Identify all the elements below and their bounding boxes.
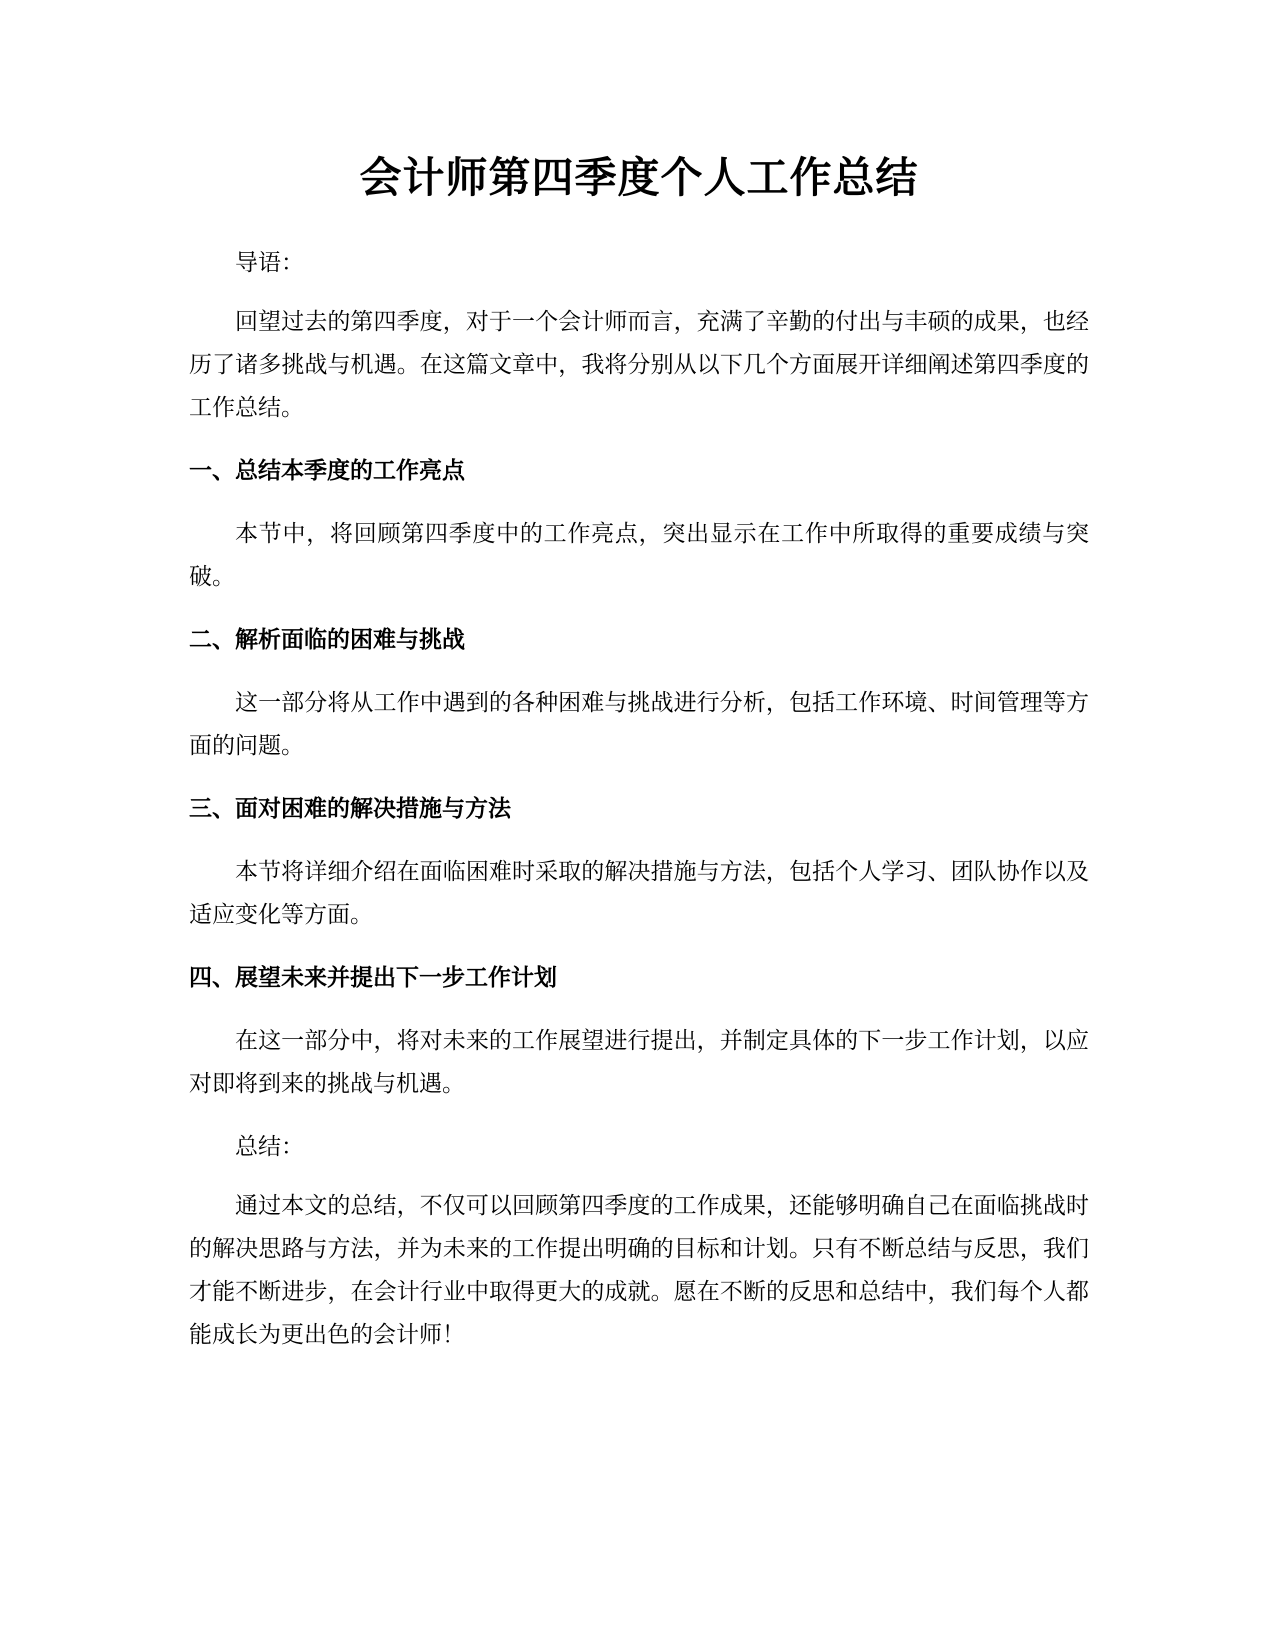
document-content xyxy=(189,148,1089,1357)
section-body-3: 本节将详细介绍在面临困难时采取的解决措施与方法，包括个人学习、团队协作以及适应变化等方面。 xyxy=(189,859,1089,928)
summary-label: 总结： xyxy=(235,1134,304,1160)
section-body-4: 在这一部分中，将对未来的工作展望进行提出，并制定具体的下一步工作计划，以应对即将到来的挑战与机遇。 xyxy=(189,1028,1089,1097)
document-title: 会计师第四季度个人工作总结 xyxy=(359,153,919,202)
intro-paragraph: 回望过去的第四季度，对于一个会计师而言，充满了辛勤的付出与丰硕的成果，也经历了诸多挑战与机遇。在这篇文章中，我将分别从以下几个方面展开详细阐述第四季度的工作总结。 xyxy=(189,309,1089,421)
intro-label: 导语： xyxy=(235,250,304,276)
section-heading-1: 一、总结本季度的工作亮点 xyxy=(189,458,465,484)
summary-paragraph: 通过本文的总结，不仅可以回顾第四季度的工作成果，还能够明确自己在面临挑战时的解决思路与方法，并为未来的工作提出明确的目标和计划。只有不断总结与反思，我们才能不断进步，在会计行业中取得更大的成就。愿在不断的反思和总结中，我们每个人都能成长为更出色的会计师！ xyxy=(189,1193,1089,1348)
section-heading-4: 四、展望未来并提出下一步工作计划 xyxy=(189,965,557,991)
section-heading-2: 二、解析面临的困难与挑战 xyxy=(189,627,465,653)
section-heading-3: 三、面对困难的解决措施与方法 xyxy=(189,796,511,822)
section-body-2: 这一部分将从工作中遇到的各种困难与挑战进行分析，包括工作环境、时间管理等方面的问题。 xyxy=(189,690,1089,759)
section-body-1: 本节中，将回顾第四季度中的工作亮点，突出显示在工作中所取得的重要成绩与突破。 xyxy=(189,521,1089,590)
